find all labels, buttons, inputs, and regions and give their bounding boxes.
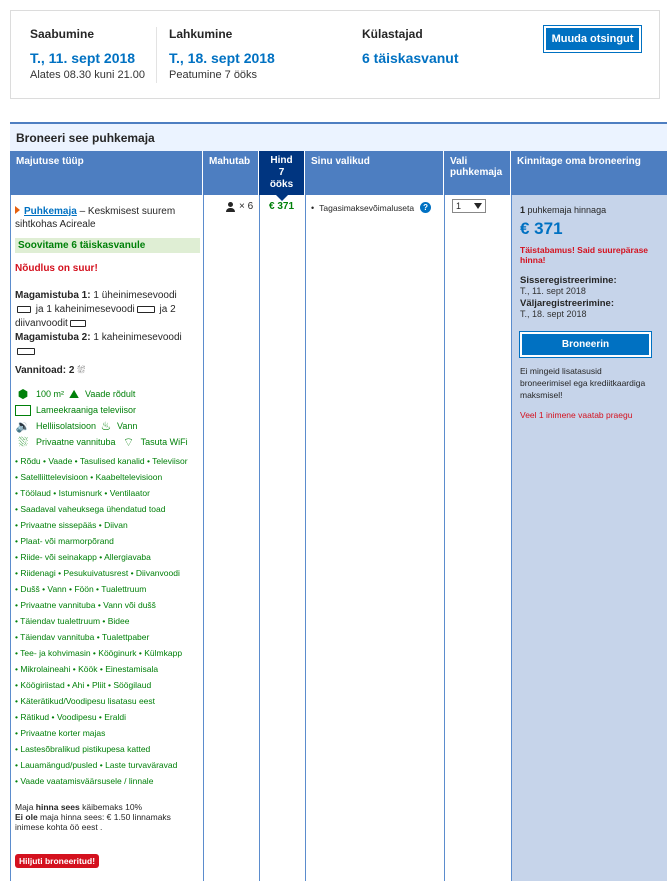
amenity-line: • Köögiriistad • Ahi • Pliit • Söögilaud — [15, 680, 152, 690]
bedroom1-text: diivanvoodit — [15, 318, 68, 329]
amenity-line: • Privaatne korter majas — [15, 728, 106, 738]
bullet: • — [311, 202, 315, 213]
table-border — [10, 195, 11, 881]
guests-label: Külastajad — [362, 27, 423, 41]
header-choices: Sinu valikud — [305, 151, 444, 195]
column-divider — [444, 195, 445, 881]
amenity-line: • Lauamängud/pusled • Laste turvaväravad — [15, 760, 178, 770]
amenity-line: • Satelliittelevisioon • Kaabeltelevisioon — [15, 472, 163, 482]
column-divider — [305, 195, 306, 881]
checkin-date: T., 11. sept 2018 — [30, 50, 136, 66]
viewing-alert: Veel 1 inimene vaatab praegu — [520, 410, 633, 420]
checkout-date: T., 18. sept 2018 — [520, 309, 587, 319]
amenities-list — [15, 453, 200, 789]
shower-icon: ⛆ — [18, 434, 28, 449]
chevron-down-icon — [474, 203, 482, 209]
facility-highlights — [15, 386, 200, 450]
bedroom2-label: Magamistuba 2: — [15, 332, 91, 343]
capacity-value: × 6 — [239, 201, 254, 212]
header-type: Majutuse tüüp — [10, 151, 203, 195]
divider — [156, 27, 157, 83]
bedroom1-label: Magamistuba 1: — [15, 290, 91, 301]
double-bed-icon — [137, 306, 155, 313]
checkout-date: T., 18. sept 2018 — [169, 50, 275, 66]
caret-right-icon — [15, 206, 20, 214]
search-summary — [10, 10, 660, 99]
soundproof-icon: 🔉 — [15, 418, 31, 433]
person-icon — [226, 202, 235, 212]
deal-alert: Täistabamus! Said suurepärase hinna! — [520, 245, 649, 265]
guests-value: 6 täiskasvanut — [362, 50, 459, 66]
amenity-line: • Mikrolaineahi • Köök • Einestamisala — [15, 664, 159, 674]
checkout-summary — [169, 27, 275, 81]
tv-text: Lameekraaniga televiisor — [36, 405, 137, 415]
bathtub-text: Vann — [117, 421, 138, 431]
room-quantity-select[interactable] — [452, 199, 486, 213]
tax-info — [15, 802, 200, 832]
bedroom2-text: 1 kaheinimesevoodi — [90, 332, 182, 343]
area-icon: ⬢ — [17, 386, 29, 401]
amenity-line: • Lastesõbralikud pistikupesa katted — [15, 744, 151, 754]
tv-icon — [15, 405, 31, 416]
amenity-line: • Dušš • Vann • Föön • Tualettruum — [15, 584, 147, 594]
amenity-line: • Plaat- või marmorpõrand — [15, 536, 114, 546]
facility-line — [15, 434, 200, 450]
book-now-button[interactable]: Broneerin — [520, 332, 651, 357]
change-search-button[interactable]: Muuda otsingut — [544, 26, 641, 52]
tax-text-bold: Ei ole — [15, 812, 38, 822]
header-select: Vali puhkemaja — [444, 151, 511, 195]
header-price: Hind 7 ööks — [259, 151, 305, 195]
amenity-line: • Töölaud • Istumisnurk • Ventilaator — [15, 488, 150, 498]
checkin-label: Sisseregistreerimine: — [520, 275, 617, 286]
bed-configuration — [15, 289, 200, 359]
choices-cell — [311, 202, 431, 213]
amenity-line: • Täiendav vannituba • Tualettpaber — [15, 632, 150, 642]
book-section-title: Broneeri see puhkemaja — [10, 122, 667, 151]
view-text: Vaade rõdult — [85, 389, 136, 399]
price-value: € 371 — [269, 201, 295, 212]
amenity-line: • Täiendav tualettruum • Bidee — [15, 616, 130, 626]
double-bed-icon — [17, 348, 35, 355]
checkout-label: Lahkumine — [169, 27, 233, 41]
amenity-line: • Saadaval vaheuksega ühendatud toad — [15, 504, 166, 514]
demand-alert: Nõudlus on suur! — [15, 263, 98, 274]
view-icon: ⛰ — [68, 386, 80, 401]
facility-line — [15, 386, 200, 402]
tax-text-bold: hinna sees — [35, 802, 80, 812]
checkout-label: Väljaregistreerimine: — [520, 298, 614, 309]
facility-line — [15, 402, 200, 418]
shower-icon: ⛆ — [77, 365, 86, 376]
wifi-icon: ⌔ — [122, 434, 135, 449]
choice-text: Tagasimaksevõimaluseta — [319, 202, 415, 213]
amenity-line: • Käterätikud/Voodipesu lisatasu eest — [15, 696, 156, 706]
column-divider — [511, 195, 512, 881]
amenity-line: • Vaade vaatamisväärsusele / linnale — [15, 776, 154, 786]
facility-line — [15, 418, 200, 434]
help-icon[interactable]: ? — [420, 202, 431, 213]
header-confirm: Kinnitage oma broneering — [517, 156, 641, 167]
amenity-line: • Rõdu • Vaade • Tasulised kanalid • Televiisor — [15, 456, 188, 466]
bedroom1-text: ja 2 — [156, 304, 176, 315]
recently-booked-badge: Hiljuti broneeritud! — [15, 854, 99, 868]
booking-count-label: puhkemaja hinnaga — [525, 205, 607, 215]
table-header — [10, 151, 667, 195]
column-divider — [203, 195, 204, 881]
private-bath-text: Privaatne vannituba — [36, 437, 116, 447]
no-fees-note: Ei mingeid lisatasusid broneerimisel ega krediitkaardiga maksmisel! — [520, 366, 646, 400]
amenity-line: • Riidenagi • Pesukuivatusrest • Diivanvoodi — [15, 568, 180, 578]
single-bed-icon — [17, 306, 31, 313]
booking-count-value: 1 — [520, 205, 526, 215]
tax-text: käibemaks 10% — [79, 802, 143, 812]
amenity-line: • Privaatne vannituba • Vann või dušš — [15, 600, 156, 610]
booking-summary — [520, 205, 655, 421]
sofa-bed-icon — [70, 320, 86, 327]
soundproof-text: Helliisolatsioon — [36, 421, 97, 431]
amenity-line: • Riide- või seinakapp • Allergiavaba — [15, 552, 151, 562]
checkin-label: Saabumine — [30, 27, 95, 41]
checkin-date: T., 11. sept 2018 — [520, 286, 586, 296]
checkout-note: Peatumine 7 ööks — [169, 69, 258, 81]
booking-total: € 371 — [520, 219, 563, 238]
checkin-summary — [30, 27, 145, 81]
amenity-line: • Rätikud • Voodipesu • Eraldi — [15, 712, 126, 722]
guests-summary — [362, 27, 459, 66]
wifi-text: Tasuta WiFi — [140, 437, 188, 447]
bathrooms — [15, 365, 200, 376]
booking-count — [520, 205, 655, 215]
amenity-line: • Privaatne sissepääs • Diivan — [15, 520, 128, 530]
room-name-desc: – Keskmisest suurem sihtkohas Acireale — [15, 206, 176, 230]
select-value: 1 — [456, 201, 462, 211]
room-details — [15, 205, 200, 868]
bedroom1-text: 1 üheinimesevoodi — [90, 290, 177, 301]
area-text: 100 m² — [36, 389, 65, 399]
capacity-cell — [226, 201, 253, 212]
amenity-line: • Tee- ja kohvimasin • Kööginurk • Külmkapp — [15, 648, 183, 658]
checkin-note: Alates 08.30 kuni 21.00 — [30, 69, 145, 81]
recommendation-badge: Soovitame 6 täiskasvanule — [15, 238, 200, 253]
bathrooms-text: Vannitoad: 2 — [15, 365, 75, 376]
room-name-link[interactable]: Puhkemaja — [24, 206, 77, 217]
header-capacity: Mahutab — [203, 151, 259, 195]
tax-text: Maja — [15, 802, 36, 812]
bathtub-icon: ♨ — [100, 418, 112, 433]
bedroom1-text: ja 1 kaheinimesevoodi — [33, 304, 135, 315]
tax-text: maja hinna sees: € 1.50 linnamaks inimese kohta öö eest . — [15, 812, 171, 832]
room-name — [15, 205, 200, 231]
column-divider — [259, 195, 260, 881]
